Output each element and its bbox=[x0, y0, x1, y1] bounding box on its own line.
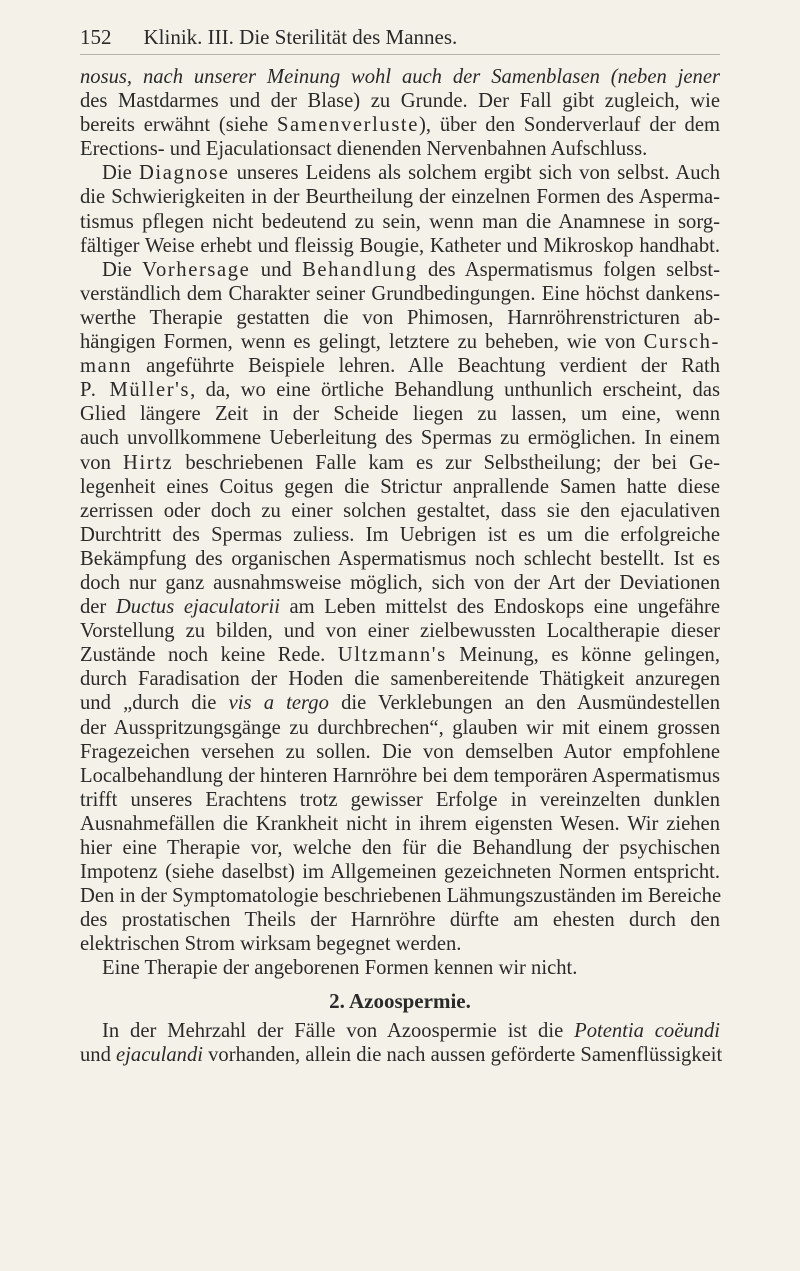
text-line: In der Mehrzahl der Fälle von Azoospermie ist die Potentia coëundi bbox=[102, 1019, 720, 1042]
text-line: hier eine Therapie vor, welche den für die Behandlung der psychischen bbox=[80, 837, 720, 859]
text-line: Localbehandlung der hinteren Harnröhre bei dem temporären Aspermatismus bbox=[80, 764, 720, 787]
text-line: fältiger Weise erhebt und fleissig Bougie, Katheter und Mikroskop handhabt. bbox=[80, 234, 720, 257]
text-line: hängigen Formen, wenn es gelingt, letztere zu beheben, wie von Cursch- bbox=[80, 331, 720, 354]
text-line: und ejaculandi vorhanden, allein die nach aussen geförderte Samenflüssigkeit bbox=[80, 1043, 723, 1066]
text-line: und „durch die vis a tergo die Verklebungen an den Ausmündestellen bbox=[80, 692, 720, 715]
text-line: Impotenz (siehe daselbst) im Allgemeinen gezeichneten Normen entspricht. bbox=[80, 861, 720, 884]
header-rule bbox=[80, 54, 720, 55]
text-line: werthe Therapie gestatten die von Phimosen, Harnröhrenstricturen ab- bbox=[80, 306, 720, 329]
running-title: Klinik. III. Die Sterilität des Mannes. bbox=[143, 25, 458, 49]
text-line: Den in der Symptomatologie beschriebenen Lähmungszuständen im Bereiche bbox=[80, 885, 722, 908]
text-line: bereits erwähnt (siehe Samenverluste), über den Sonderverlauf der dem bbox=[80, 114, 720, 137]
text-line: der Ausspritzungsgänge zu durchbrechen“, glauben wir mit einem grossen bbox=[80, 716, 720, 739]
text-line: nosus, nach unserer Meinung wohl auch der Samenblasen (neben jener bbox=[80, 66, 720, 88]
text-line: Zustände noch keine Rede. Ultzmann's Meinung, es könne gelingen, bbox=[80, 644, 720, 667]
page-number: 152 bbox=[80, 25, 112, 49]
text-line: zerrissen oder doch zu einer solchen gestaltet, dass sie den ejaculativen bbox=[80, 499, 720, 522]
text-line: Fragezeichen versehen zu sollen. Die von demselben Autor empfohlene bbox=[80, 740, 720, 763]
text-line: der Ductus ejaculatorii am Leben mittelst des Endoskops eine ungefähre bbox=[80, 596, 720, 619]
text-line: doch nur ganz ausnahmsweise möglich, sich von der Art der Deviationen bbox=[80, 571, 720, 594]
text-line: des Mastdarmes und der Blase) zu Grunde. Der Fall gibt zugleich, wie bbox=[80, 90, 720, 113]
text-line: Glied längere Zeit in der Scheide liegen zu lassen, um eine, wenn bbox=[80, 403, 720, 426]
text-line: legenheit eines Coitus gegen die Strictur anprallende Samen hatte diese bbox=[80, 475, 720, 498]
text-line: durch Faradisation der Hoden die samenbereitende Thätigkeit anzuregen bbox=[80, 668, 720, 691]
text-line: Eine Therapie der angeborenen Formen kennen wir nicht. bbox=[102, 957, 578, 980]
text-line: trifft unseres Erachtens trotz gewisser Erfolge in vereinzelten dunklen bbox=[80, 788, 720, 811]
text-line: P. Müller's, da, wo eine örtliche Behandlung unthunlich erscheint, das bbox=[80, 379, 721, 402]
text-line: Ausnahmefällen die Krankheit nicht in ihrem eigensten Wesen. Wir ziehen bbox=[80, 812, 720, 835]
text-line: Die Diagnose unseres Leidens als solchem ergibt sich von selbst. Auch bbox=[102, 162, 720, 185]
text-line: Vorstellung zu bilden, und von einer zielbewussten Localtherapie dieser bbox=[80, 620, 720, 643]
running-header bbox=[80, 24, 720, 50]
text-line: von Hirtz beschriebenen Falle kam es zur Selbstheilung; der bei Ge- bbox=[80, 451, 720, 474]
text-line: des prostatischen Theils der Harnröhre dürfte am ehesten durch den bbox=[80, 909, 720, 932]
section-heading: 2. Azoospermie. bbox=[329, 988, 471, 1013]
text-line: elektrischen Strom wirksam begegnet werden. bbox=[80, 933, 462, 956]
text-line: Durchtritt des Spermas zuliess. Im Uebrigen ist es um die erfolgreiche bbox=[80, 523, 720, 546]
body-text bbox=[80, 65, 723, 1067]
text-line: tismus pflegen nicht bedeutend zu sein, wenn man die Anamnese in sorg- bbox=[80, 210, 720, 233]
text-line: die Schwierigkeiten in der Beurtheilung der einzelnen Formen des Asperma- bbox=[80, 186, 720, 209]
text-line: verständlich dem Charakter seiner Grundbedingungen. Eine höchst dankens- bbox=[80, 282, 720, 305]
text-line: Erections- und Ejaculationsact dienenden Nervenbahnen Aufschluss. bbox=[80, 138, 648, 161]
text-line: Bekämpfung des organischen Aspermatismus noch schlecht bestellt. Ist es bbox=[80, 547, 720, 570]
text-line: auch unvollkommene Ueberleitung des Spermas zu ermöglichen. In einem bbox=[80, 427, 720, 450]
text-line: Die Vorhersage und Behandlung des Aspermatismus folgen selbst- bbox=[102, 258, 721, 281]
text-line: mann angeführte Beispiele lehren. Alle Beachtung verdient der Rath bbox=[80, 355, 720, 378]
